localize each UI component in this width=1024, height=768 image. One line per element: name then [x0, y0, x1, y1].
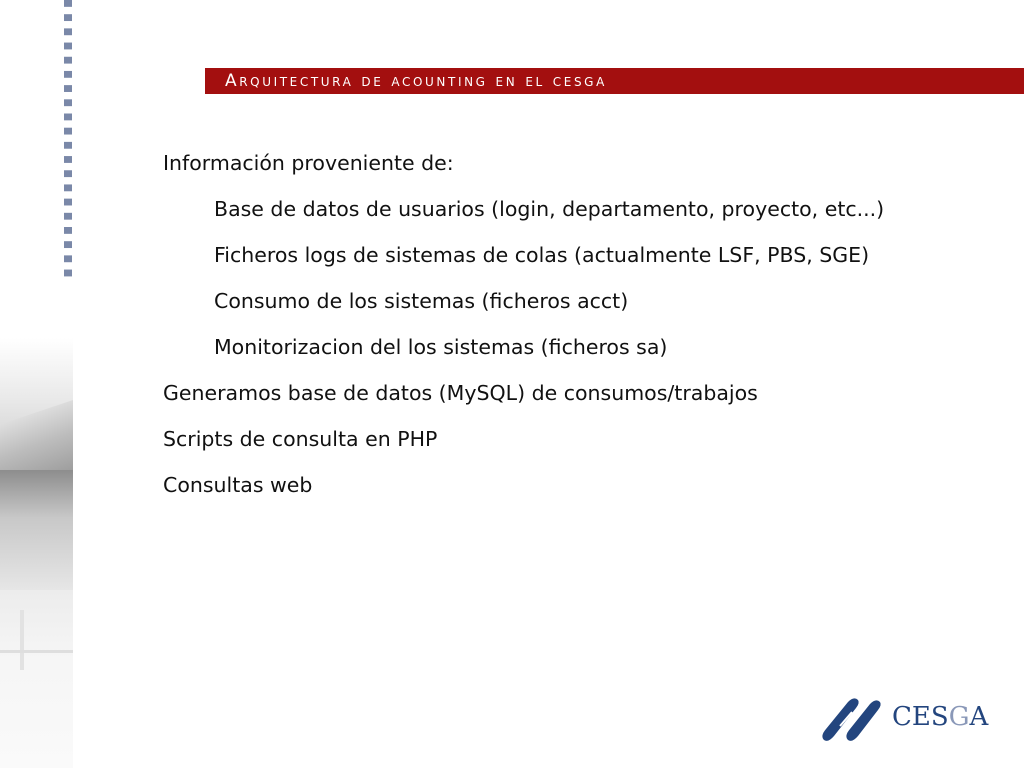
left-decorative-strip: [0, 0, 73, 768]
bullet-item: Información proveniente de:: [163, 151, 454, 175]
decor-shape: [0, 470, 73, 590]
logo-text-part: CES: [892, 702, 949, 732]
sub-bullet-item: Consumo de los sistemas (ficheros acct): [214, 289, 629, 313]
logo-text-part: G: [948, 702, 970, 732]
sub-bullet-item: Monitorizacion del los sistemas (ficheros sa): [214, 335, 668, 359]
dotted-border: [64, 0, 72, 280]
cesga-logo: [818, 696, 989, 744]
title-bar: [205, 68, 1024, 94]
cesga-logo-mark-icon: [818, 696, 888, 744]
sub-bullet-item: Base de datos de usuarios (login, departamento, proyecto, etc...): [214, 197, 885, 221]
logo-text-part: A: [969, 702, 989, 732]
sub-bullet-item: Ficheros logs de sistemas de colas (actualmente LSF, PBS, SGE): [214, 243, 870, 267]
decor-beam: [0, 650, 73, 653]
decor-rail: [20, 610, 24, 670]
bullet-item: Scripts de consulta en PHP: [163, 427, 438, 451]
slide-content: [163, 148, 993, 516]
slide-title: Arquitectura de acounting en el cesga: [225, 71, 607, 91]
decor-shape: [0, 400, 73, 470]
logo-text: [892, 702, 988, 732]
bullet-item: Consultas web: [163, 473, 313, 497]
bullet-item: Generamos base de datos (MySQL) de consumos/trabajos: [163, 381, 758, 405]
